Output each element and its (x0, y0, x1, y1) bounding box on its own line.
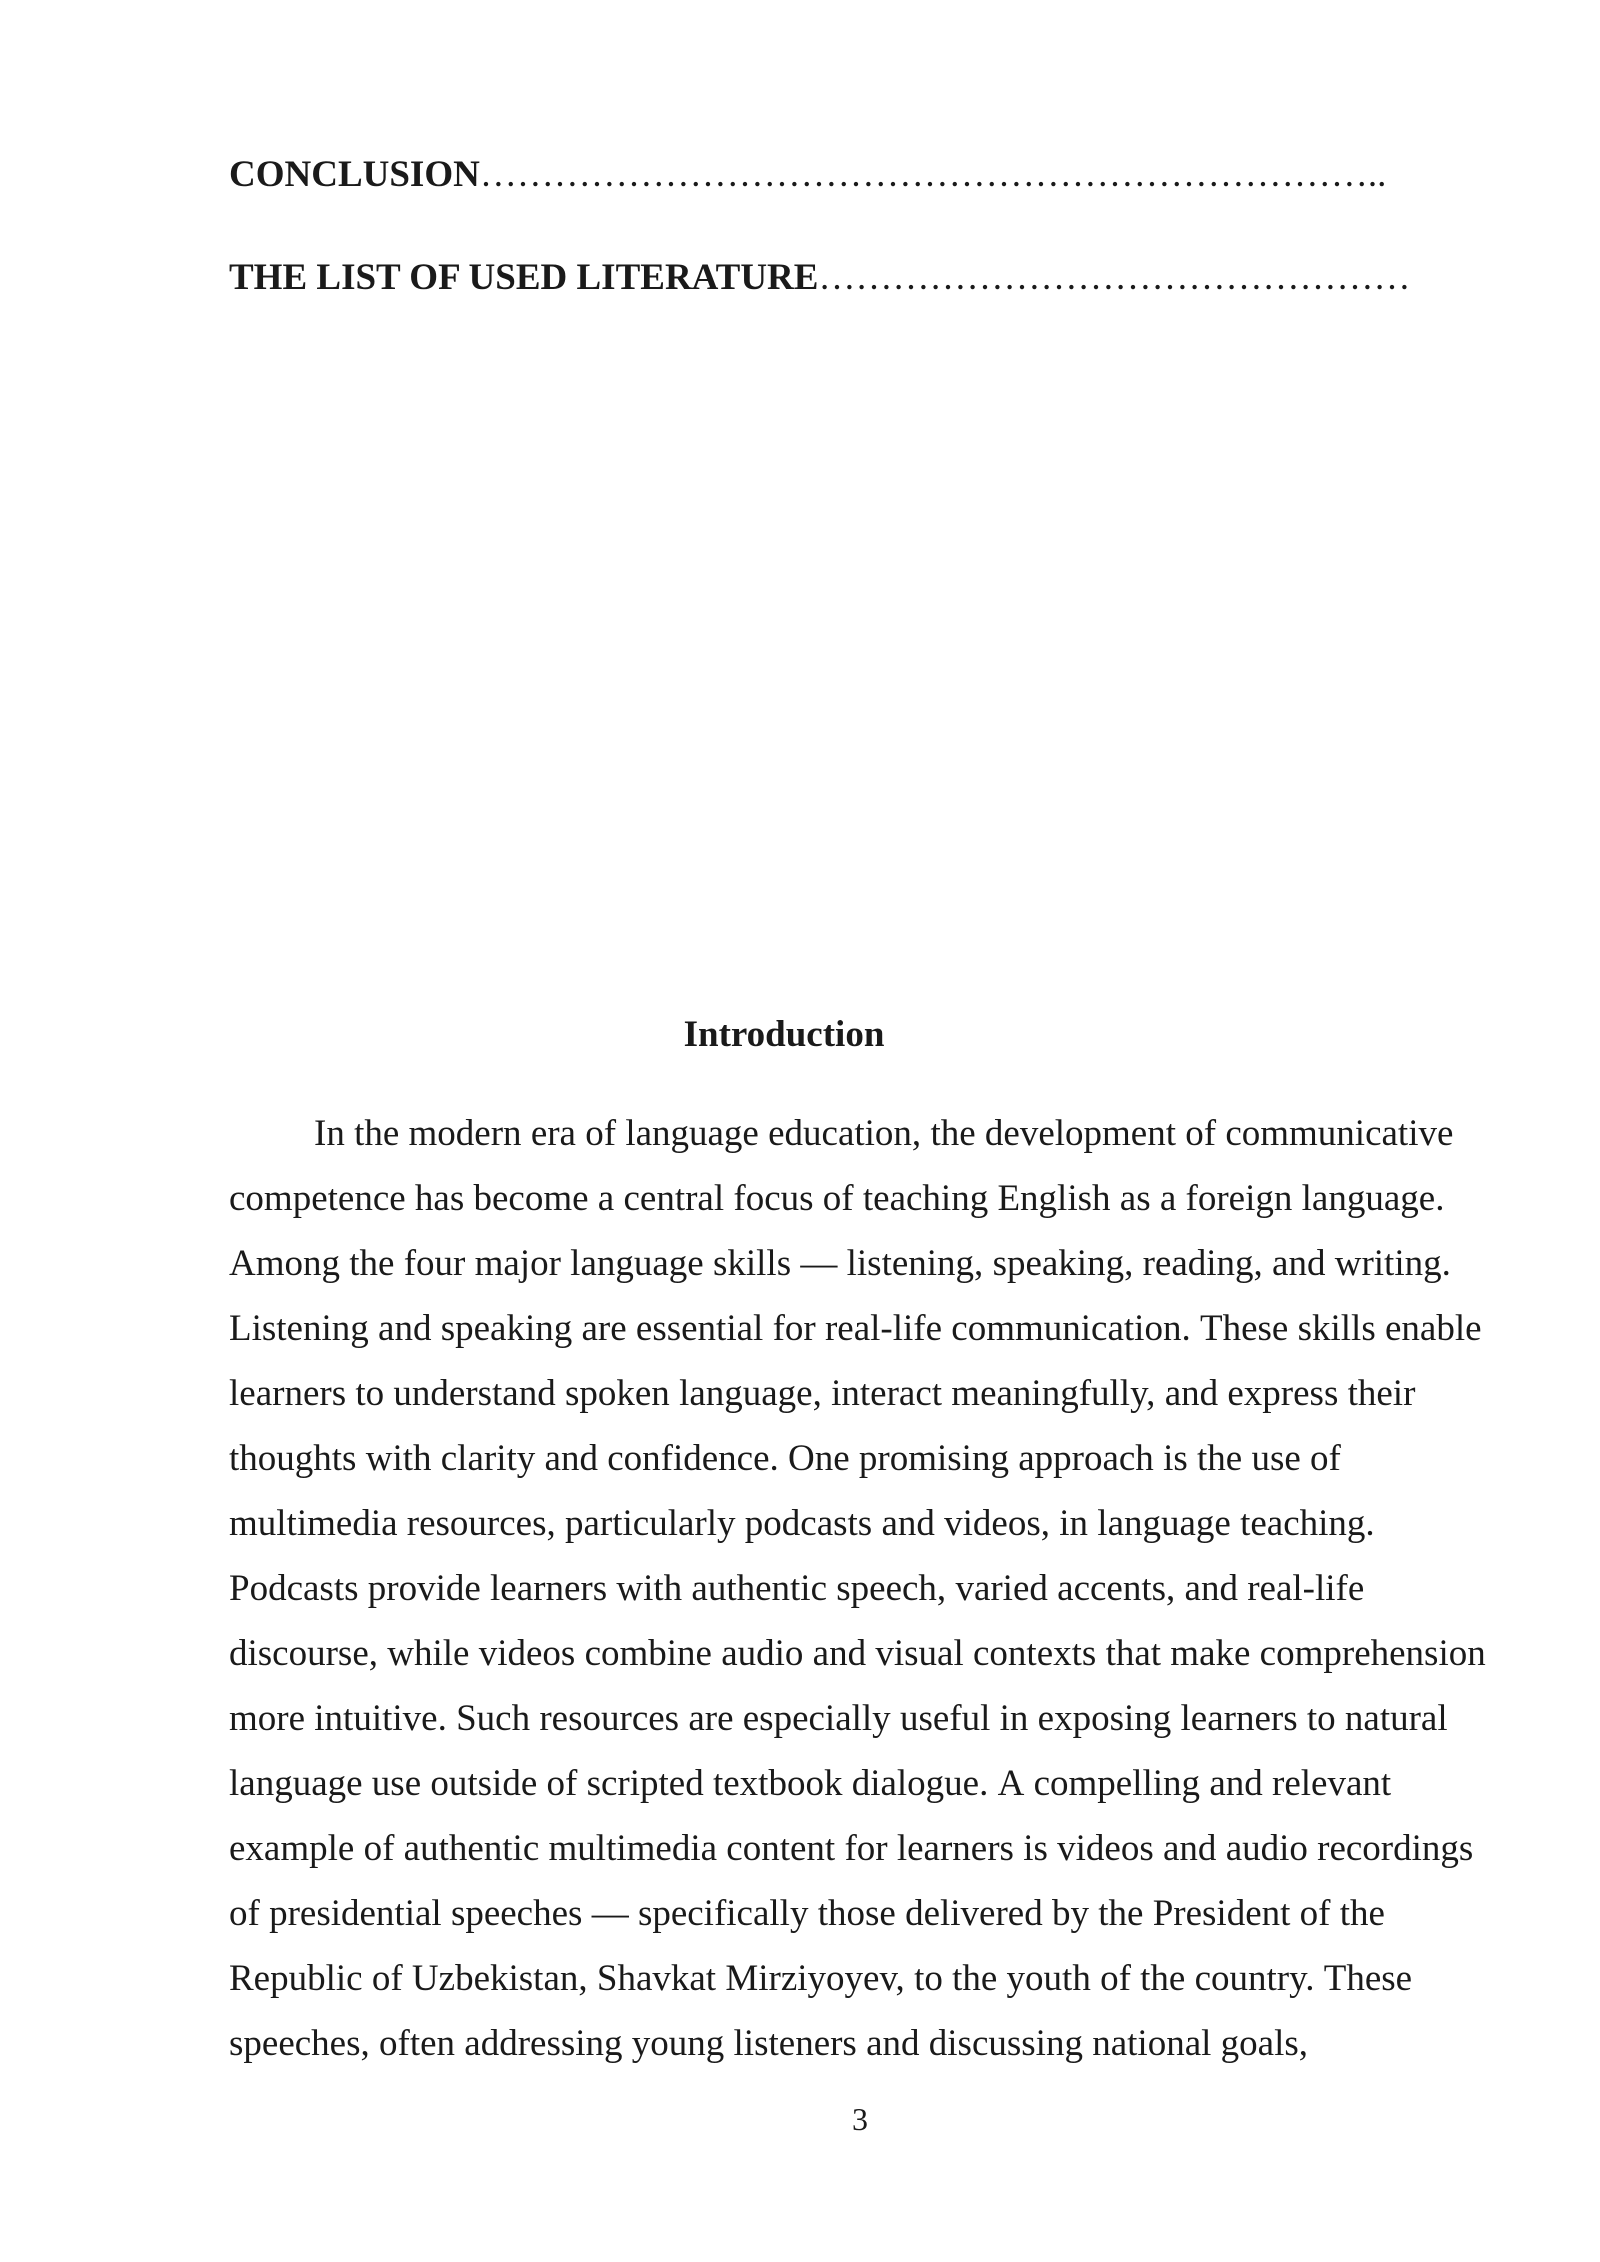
paragraph-line: Podcasts provide learners with authentic speech, varied accents, and real-life (229, 1568, 1365, 1609)
paragraph-line: example of authentic multimedia content for learners is videos and audio recordings (229, 1828, 1474, 1869)
paragraph-line: multimedia resources, particularly podcasts and videos, in language teaching. (229, 1503, 1375, 1544)
paragraph-line: Republic of Uzbekistan, Shavkat Mirziyoyev, to the youth of the country. These (229, 1958, 1413, 1999)
paragraph-line: of presidential speeches — specifically those delivered by the President of the (229, 1893, 1385, 1934)
toc-entry-title: THE LIST OF USED LITERATURE (229, 257, 819, 298)
toc-entry-title: CONCLUSION (229, 154, 480, 195)
paragraph-line: Listening and speaking are essential for real-life communication. These skills enable (229, 1308, 1482, 1349)
toc-entry-literature (229, 256, 1410, 300)
toc-dot-leader: ………………………………………… (818, 257, 1411, 298)
paragraph-line: In the modern era of language education, the development of communicative (314, 1113, 1454, 1154)
section-heading: Introduction (683, 1014, 885, 1055)
paragraph-line: language use outside of scripted textbook dialogue. A compelling and relevant (229, 1763, 1392, 1804)
paragraph-line: competence has become a central focus of teaching English as a foreign language. (229, 1178, 1445, 1219)
paragraph-line: Among the four major language skills — listening, speaking, reading, and writing. (229, 1243, 1451, 1284)
toc-entry-conclusion (229, 153, 1386, 197)
toc-dot-leader: ……………………………………………………………….. (479, 154, 1387, 195)
paragraph-line: discourse, while videos combine audio and visual contexts that make comprehension (229, 1633, 1486, 1674)
paragraph-line: thoughts with clarity and confidence. One promising approach is the use of (229, 1438, 1341, 1479)
paragraph-line: more intuitive. Such resources are especially useful in exposing learners to natural (229, 1698, 1448, 1739)
paragraph-line: speeches, often addressing young listeners and discussing national goals, (229, 2023, 1309, 2064)
paragraph-line: learners to understand spoken language, interact meaningfully, and express their (229, 1373, 1416, 1414)
page-number: 3 (852, 2101, 868, 2137)
